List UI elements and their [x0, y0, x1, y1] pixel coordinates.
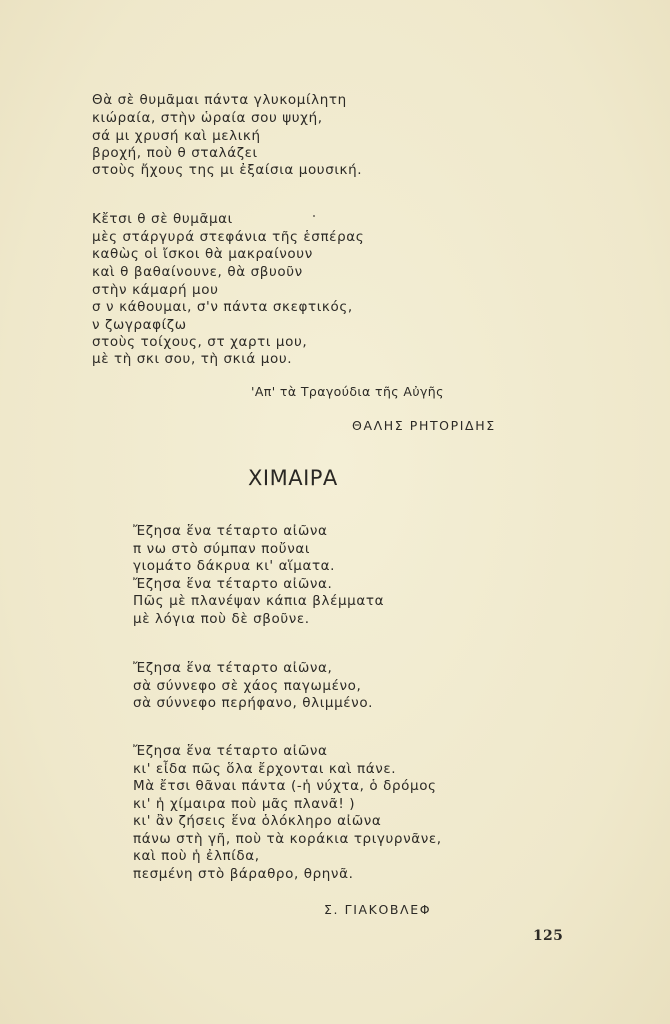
poem2-stanza2-line3: σὰ σύννεφο περήφανο, θλιμμένο.	[133, 695, 374, 711]
poem1-stanza2-line8: στοὺς τοίχους, στ χαρτι μου,	[92, 334, 308, 350]
poem2-stanza3-line4: κι' ἡ χίμαιρα ποὺ μᾶς πλανᾶ! )	[133, 796, 356, 812]
poem1-source: 'Απ' τὰ Τραγούδια τῆς Αὐγῆς	[251, 384, 444, 399]
poem1-stanza2-line6: σ ν κάθουμαι, σ'ν πάντα σκεφτικός,	[92, 299, 353, 315]
poem2-stanza1-line6: μὲ λόγια ποὺ δὲ σβοῦνε.	[133, 611, 310, 627]
poem2-stanza1-line4: Ἔζησα ἕνα τέταρτο αἰῶνα.	[133, 576, 333, 592]
poem1-stanza2-line3: καθὼς οἱ ἴσκοι θὰ μακραίνουν	[92, 246, 313, 262]
poem1-stanza2-line9: μὲ τὴ σκι σου, τὴ σκιά μου.	[92, 351, 293, 367]
poem2-stanza3-line3: Μὰ ἔτσι θᾶναι πάντα (-ἡ νύχτα, ὁ δρόμος	[133, 778, 437, 794]
poem1-stanza2-line1: Κἔτσι θ σὲ θυμᾶμαι	[92, 211, 233, 227]
poem1-stanza1-line4: βροχή, ποὺ θ σταλάζει	[92, 145, 258, 161]
poem1-stanza2-line2: μὲς στάργυρά στεφάνια τῆς ἑσπέρας	[92, 229, 365, 245]
poem2-stanza3-line2: κι' εἶδα πῶς ὅλα ἔρχονται καὶ πάνε.	[133, 761, 397, 777]
poem2-stanza1-line3: γιομάτο δάκρυα κι' αἵματα.	[133, 558, 336, 574]
poem2-stanza3-line6: πάνω στὴ γῆ, ποὺ τὰ κοράκια τριγυρνᾶνε,	[133, 831, 442, 847]
poem2-title: ΧΙΜΑΙΡΑ	[248, 466, 338, 490]
poem1-stanza2-line7: ν ζωγραφίζω	[92, 317, 187, 333]
poem1-author: ΘΑΛΗΣ ΡΗΤΟΡΙΔΗΣ	[352, 418, 496, 433]
poem1-stanza1-line1: Θὰ σὲ θυμᾶμαι πάντα γλυκομίλητη	[92, 92, 347, 108]
poem1-stanza1-line3: σά μι χρυσή καὶ μελική	[92, 128, 261, 144]
ink-speck	[313, 215, 315, 217]
poem1-stanza2-line5: στὴν κάμαρή μου	[92, 282, 219, 298]
poem2-stanza2-line2: σὰ σύννεφο σὲ χάος παγωμένο,	[133, 678, 362, 694]
poem2-stanza1-line1: Ἔζησα ἕνα τέταρτο αἰῶνα	[133, 523, 328, 539]
poem1-stanza2-line4: καὶ θ βαθαίνουνε, θὰ σβυοῦν	[92, 264, 303, 280]
poem2-stanza3-line5: κι' ἂν ζήσεις ἕνα ὁλόκληρο αἰῶνα	[133, 813, 382, 829]
poem1-stanza1-line2: κιώραία, στὴν ὡραία σου ψυχή,	[92, 110, 323, 126]
poem2-author: Σ. ΓΙΑΚΟΒΛΕΦ	[324, 902, 432, 917]
poem2-stanza2-line1: Ἔζησα ἕνα τέταρτο αἰῶνα,	[133, 660, 333, 676]
poem2-stanza1-line5: Πῶς μὲ πλανέψαν κάπια βλέμματα	[133, 593, 385, 609]
poem2-stanza3-line8: πεσμένη στὸ βάραθρο, θρηνᾶ.	[133, 866, 354, 882]
poem2-stanza1-line2: π νω στὸ σύμπαν ποὔναι	[133, 541, 311, 557]
poem2-stanza3-line1: Ἔζησα ἕνα τέταρτο αἰῶνα	[133, 743, 328, 759]
page-number: 125	[533, 928, 564, 944]
poem1-stanza1-line5: στοὺς ἤχους της μι ἐξαίσια μουσική.	[92, 162, 363, 178]
poem2-stanza3-line7: καὶ ποὺ ἡ ἐλπίδα,	[133, 848, 260, 864]
